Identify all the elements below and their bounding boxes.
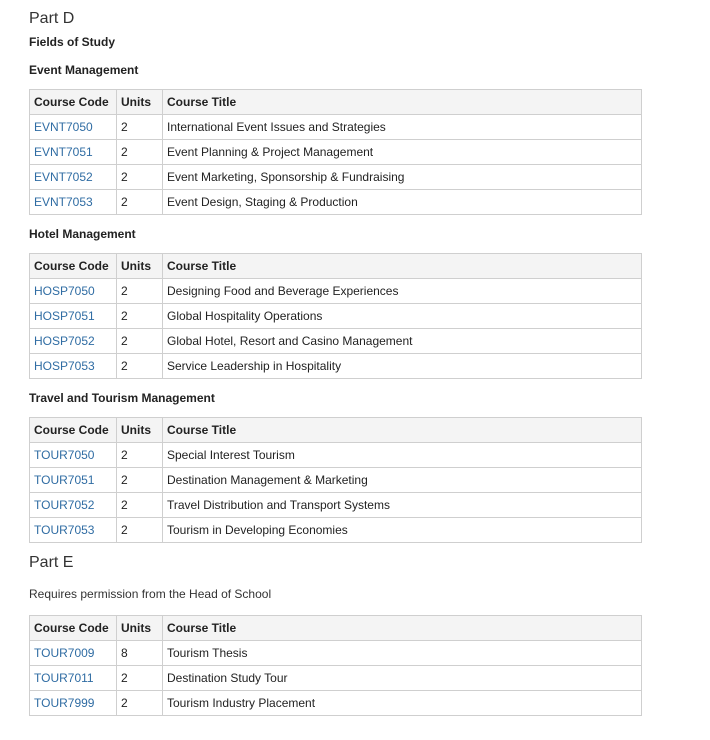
title-cell: Event Design, Staging & Production	[163, 190, 642, 215]
units-cell: 8	[117, 641, 163, 666]
course-link-tour7009[interactable]: TOUR7009	[34, 646, 95, 660]
table-header-row	[30, 418, 642, 443]
title-cell: Event Marketing, Sponsorship & Fundraising	[163, 165, 642, 190]
units-cell: 2	[117, 165, 163, 190]
table-header-row	[30, 616, 642, 641]
table-row	[30, 666, 642, 691]
title-cell: Global Hotel, Resort and Casino Management	[163, 329, 642, 354]
units-cell: 2	[117, 443, 163, 468]
col-course-code: Course Code	[30, 616, 117, 641]
units-cell: 2	[117, 468, 163, 493]
course-link-tour7052[interactable]: TOUR7052	[34, 498, 95, 512]
units-cell: 2	[117, 115, 163, 140]
travel-tourism-heading: Travel and Tourism Management	[29, 391, 215, 405]
course-link-evnt7051[interactable]: EVNT7051	[34, 145, 93, 159]
table-header-row	[30, 254, 642, 279]
title-cell: International Event Issues and Strategies	[163, 115, 642, 140]
table-row	[30, 443, 642, 468]
title-cell: Event Planning & Project Management	[163, 140, 642, 165]
title-cell: Destination Study Tour	[163, 666, 642, 691]
table-row	[30, 641, 642, 666]
col-units: Units	[117, 418, 163, 443]
fields-of-study-heading: Fields of Study	[29, 35, 116, 49]
col-units: Units	[117, 90, 163, 115]
table-row	[30, 140, 642, 165]
table-row	[30, 329, 642, 354]
col-course-code: Course Code	[30, 90, 117, 115]
col-course-title: Course Title	[163, 254, 642, 279]
course-link-tour7051[interactable]: TOUR7051	[34, 473, 95, 487]
col-course-title: Course Title	[163, 90, 642, 115]
units-cell: 2	[117, 140, 163, 165]
course-link-tour7999[interactable]: TOUR7999	[34, 696, 95, 710]
course-link-evnt7052[interactable]: EVNT7052	[34, 170, 93, 184]
col-course-title: Course Title	[163, 418, 642, 443]
course-link-hosp7050[interactable]: HOSP7050	[34, 284, 95, 298]
course-link-hosp7052[interactable]: HOSP7052	[34, 334, 95, 348]
table-row	[30, 190, 642, 215]
table-row	[30, 354, 642, 379]
title-cell: Global Hospitality Operations	[163, 304, 642, 329]
part-d-title: Part D	[29, 10, 75, 27]
col-units: Units	[117, 616, 163, 641]
col-course-title: Course Title	[163, 616, 642, 641]
course-link-evnt7050[interactable]: EVNT7050	[34, 120, 93, 134]
course-link-evnt7053[interactable]: EVNT7053	[34, 195, 93, 209]
course-link-hosp7053[interactable]: HOSP7053	[34, 359, 95, 373]
table-row	[30, 468, 642, 493]
event-management-heading: Event Management	[29, 63, 139, 77]
title-cell: Tourism Industry Placement	[163, 691, 642, 716]
title-cell: Special Interest Tourism	[163, 443, 642, 468]
table-row	[30, 691, 642, 716]
col-course-code: Course Code	[30, 418, 117, 443]
units-cell: 2	[117, 691, 163, 716]
table-row	[30, 518, 642, 543]
course-link-tour7050[interactable]: TOUR7050	[34, 448, 95, 462]
course-link-tour7053[interactable]: TOUR7053	[34, 523, 95, 537]
hotel-management-heading: Hotel Management	[29, 227, 136, 241]
table-row	[30, 279, 642, 304]
hotel-management-table	[29, 253, 642, 379]
table-row	[30, 115, 642, 140]
units-cell: 2	[117, 190, 163, 215]
title-cell: Travel Distribution and Transport Systems	[163, 493, 642, 518]
permission-note: Requires permission from the Head of School	[29, 587, 272, 601]
table-row	[30, 493, 642, 518]
course-link-tour7011[interactable]: TOUR7011	[34, 671, 94, 685]
table-row	[30, 304, 642, 329]
units-cell: 2	[117, 279, 163, 304]
title-cell: Service Leadership in Hospitality	[163, 354, 642, 379]
travel-tourism-table	[29, 417, 642, 543]
col-course-code: Course Code	[30, 254, 117, 279]
table-header-row	[30, 90, 642, 115]
units-cell: 2	[117, 354, 163, 379]
title-cell: Designing Food and Beverage Experiences	[163, 279, 642, 304]
event-management-table	[29, 89, 642, 215]
units-cell: 2	[117, 666, 163, 691]
units-cell: 2	[117, 518, 163, 543]
col-units: Units	[117, 254, 163, 279]
table-row	[30, 165, 642, 190]
title-cell: Tourism in Developing Economies	[163, 518, 642, 543]
units-cell: 2	[117, 329, 163, 354]
units-cell: 2	[117, 493, 163, 518]
part-e-title: Part E	[29, 554, 74, 571]
course-link-hosp7051[interactable]: HOSP7051	[34, 309, 95, 323]
units-cell: 2	[117, 304, 163, 329]
title-cell: Destination Management & Marketing	[163, 468, 642, 493]
title-cell: Tourism Thesis	[163, 641, 642, 666]
part-e-table	[29, 615, 642, 716]
